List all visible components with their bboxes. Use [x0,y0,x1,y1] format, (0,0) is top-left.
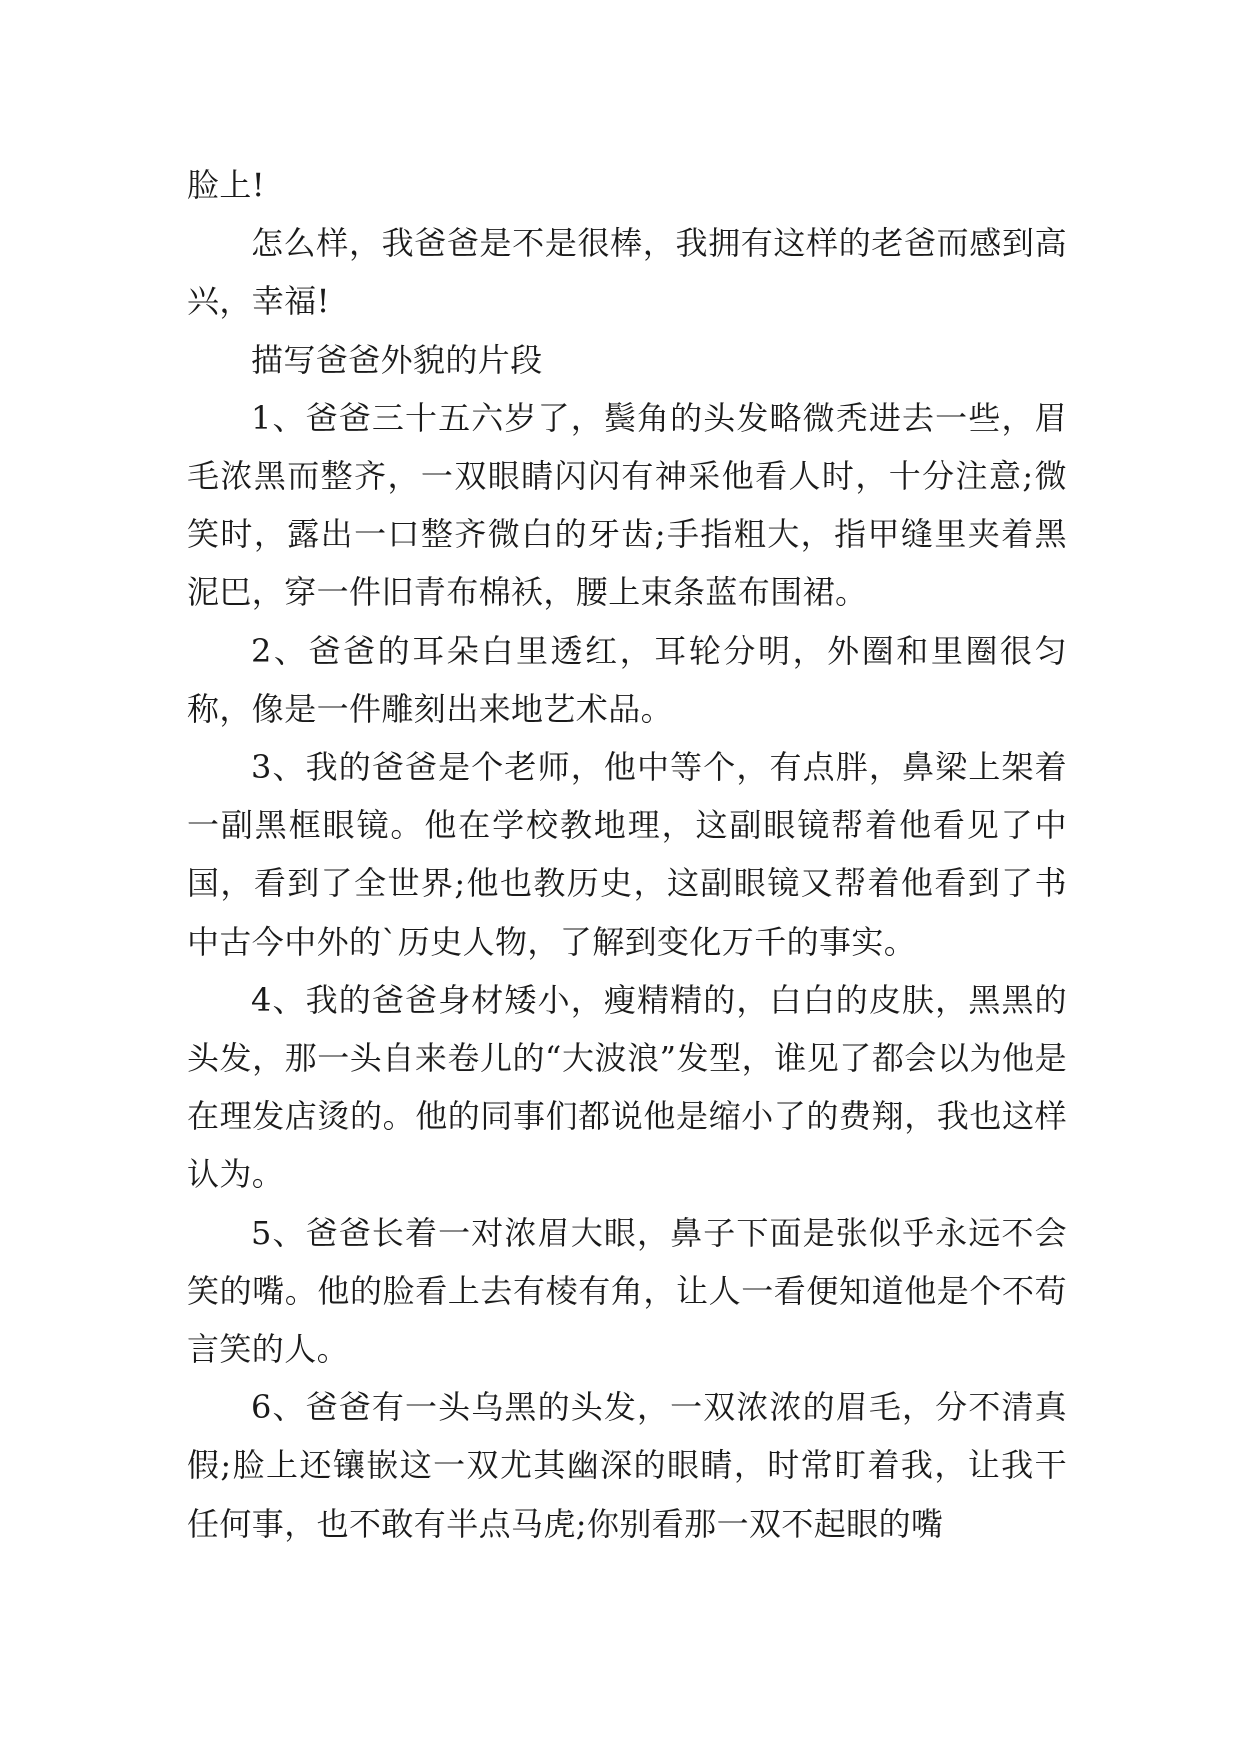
document-body [187,156,1067,1553]
paragraph-item-4: 4、我的爸爸身材矮小，瘦精精的，白白的皮肤，黑黑的头发，那一头自来卷儿的“大波浪”发型，谁见了都会以为他是在理发店烫的。他的同事们都说他是缩小了的费翔，我也这样认为。 [187,980,1067,1194]
paragraph-conclusion: 怎么样，我爸爸是不是很棒，我拥有这样的老爸而感到高兴，幸福! [187,224,1067,321]
paragraph-item-1: 1、爸爸三十五六岁了，鬓角的头发略微秃进去一些，眉毛浓黑而整齐，一双眼睛闪闪有神采他看人时，十分注意;微笑时，露出一口整齐微白的牙齿;手指粗大，指甲缝里夹着黑泥巴，穿一件旧青布棉袄，腰上束条蓝布围裙。 [187,398,1067,612]
paragraph-item-6: 6、爸爸有一头乌黑的头发，一双浓浓的眉毛，分不清真假;脸上还镶嵌这一双尤其幽深的眼睛，时常盯着我，让我干任何事，也不敢有半点马虎;你别看那一双不起眼的嘴 [187,1388,1067,1543]
paragraph-fragment-start: 脸上! [187,166,266,204]
paragraph-item-5: 5、爸爸长着一对浓眉大眼，鼻子下面是张似乎永远不会笑的嘴。他的脸看上去有棱有角，让人一看便知道他是个不苟言笑的人。 [187,1213,1067,1369]
paragraph-item-2: 2、爸爸的耳朵白里透红，耳轮分明，外圈和里圈很匀称，像是一件雕刻出来地艺术品。 [187,631,1067,728]
paragraph-item-3: 3、我的爸爸是个老师，他中等个，有点胖，鼻梁上架着一副黑框眼镜。他在学校教地理，这副眼镜帮着他看见了中国，看到了全世界;他也教历史，这副眼镜又帮着他看到了书中古今中外的`历史人物，了解到变化万千的事实。 [187,748,1067,961]
section-heading: 描写爸爸外貌的片段 [251,340,543,379]
